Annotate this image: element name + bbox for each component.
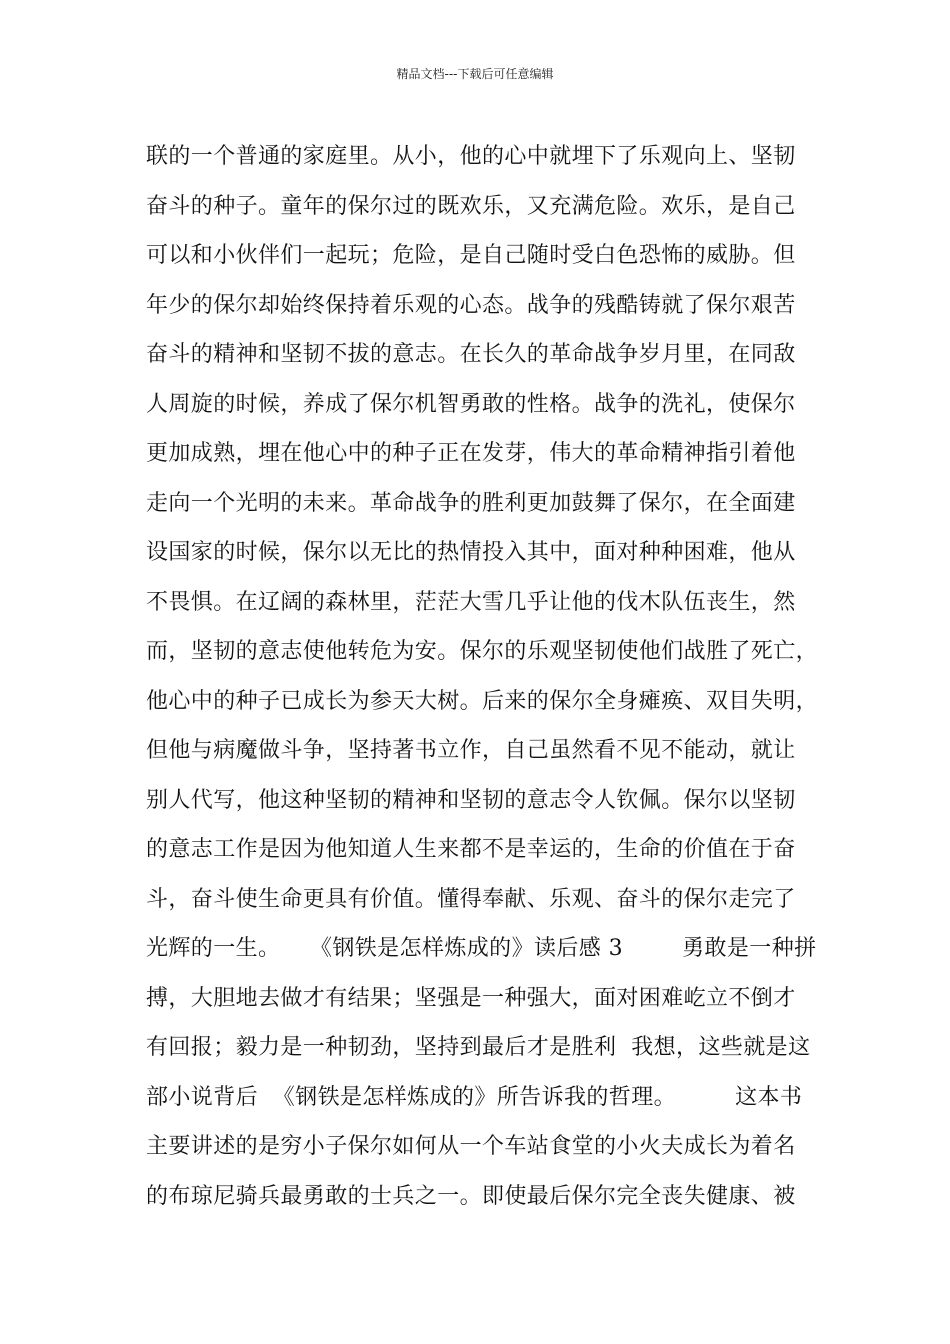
text-line: 联的一个普通的家庭里。从小，他的心中就埋下了乐观向上、坚韧 <box>146 144 796 169</box>
text-line: 主要讲述的是穷小子保尔如何从一个车站食堂的小火夫成长为着名 <box>146 1134 796 1159</box>
text-line: 的意志工作是因为他知道人生来都不是幸运的，生命的价值在于奋 <box>146 837 796 862</box>
text-line: 设国家的时候，保尔以无比的热情投入其中，面对种种困难，他从 <box>146 540 796 565</box>
text-line: 走向一个光明的未来。革命战争的胜利更加鼓舞了保尔，在全面建 <box>146 490 796 516</box>
body-text <box>146 132 826 1221</box>
text-line: 奋斗的精神和坚韧不拔的意志。在长久的革命战争岁月里，在同敌 <box>146 342 796 367</box>
text-line: 斗，奋斗使生命更具有价值。懂得奉献、乐观、奋斗的保尔走完了 <box>146 886 796 912</box>
text-line: 而，坚韧的意志使他转危为安。保尔的乐观坚韧使他们战胜了死亡， <box>146 639 819 664</box>
text-line: 部小说背后 《钢铁是怎样炼成的》所告诉我的哲理。 这本书 <box>146 1084 803 1110</box>
text-line: 的布琼尼骑兵最勇敢的士兵之一。即使最后保尔完全丧失健康、被 <box>146 1183 796 1209</box>
text-line: 更加成熟，埋在他心中的种子正在发芽，伟大的革命精神指引着他 <box>146 441 796 466</box>
text-line: 人周旋的时候，养成了保尔机智勇敢的性格。战争的洗礼，使保尔 <box>146 391 796 417</box>
text-line: 有回报；毅力是一种韧劲，坚持到最后才是胜利 我想，这些就是这 <box>146 1035 811 1060</box>
text-line: 光辉的一生。 《钢铁是怎样炼成的》读后感 3 勇敢是一种拼 <box>146 936 817 961</box>
text-line: 可以和小伙伴们一起玩；危险，是自己随时受白色恐怖的威胁。但 <box>146 243 796 268</box>
page-header: 精品文档---下载后可任意编辑 <box>396 67 554 81</box>
text-line: 但他与病魔做斗争，坚持著书立作，自己虽然看不见不能动，就让 <box>146 738 796 763</box>
text-line: 别人代写，他这种坚韧的精神和坚韧的意志令人钦佩。保尔以坚韧 <box>146 787 796 813</box>
text-line: 搏，大胆地去做才有结果；坚强是一种强大，面对困难屹立不倒才 <box>146 985 796 1011</box>
text-line: 年少的保尔却始终保持着乐观的心态。战争的残酷铸就了保尔艰苦 <box>146 292 796 318</box>
text-line: 不畏惧。在辽阔的森林里，茫茫大雪几乎让他的伐木队伍丧生，然 <box>146 589 796 615</box>
text-line: 他心中的种子已成长为参天大树。后来的保尔全身瘫痪、双目失明， <box>146 688 819 714</box>
text-line: 奋斗的种子。童年的保尔过的既欢乐，又充满危险。欢乐，是自己 <box>146 193 796 219</box>
